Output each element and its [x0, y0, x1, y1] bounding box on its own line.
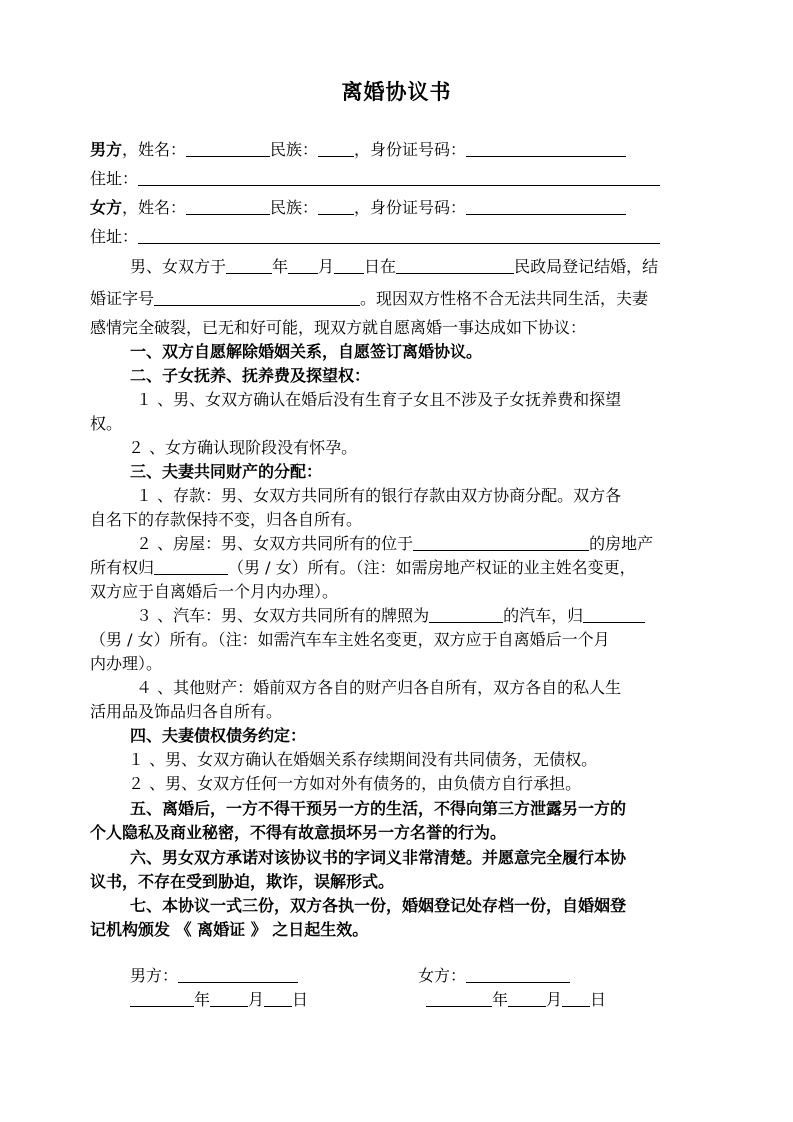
- female-address-line: [90, 225, 710, 249]
- section-2-item-1: １ 、男、女双方确认在婚后没有生育子女且不涉及子女抚养费和探望: [136, 390, 622, 409]
- section-2-item-2: ２ 、女方确认现阶段没有怀孕。: [128, 438, 358, 457]
- female-ethnic-label: 民族：: [270, 198, 319, 217]
- day-label: 日: [590, 990, 607, 1009]
- male-date-line: [130, 988, 390, 1012]
- female-name-label: ，姓名：: [122, 198, 187, 217]
- female-sign-month-field[interactable]: [508, 989, 546, 1007]
- marriage-day-field[interactable]: [334, 256, 364, 274]
- female-name-field[interactable]: [186, 197, 270, 215]
- male-signature-label: 男方：: [130, 966, 179, 985]
- section-3-item-3: [136, 604, 756, 628]
- section-4-heading: 四、夫妻债权债务约定：: [130, 726, 307, 745]
- day-label: 日: [292, 990, 309, 1009]
- female-id-label: ，身份证号码：: [354, 198, 467, 217]
- item-text: ２ 、房屋：男、女双方共同所有的位于: [136, 534, 414, 553]
- section-5-line-2: 个人隐私及商业秘密，不得有故意损坏另一方名誉的行为。: [90, 823, 507, 842]
- section-3-item-1: １ 、存款：男、女双方共同所有的银行存款由双方协商分配。双方各: [136, 486, 622, 505]
- female-party-line: [90, 196, 710, 220]
- car-owner-field[interactable]: [583, 605, 645, 623]
- female-ethnic-field[interactable]: [318, 197, 354, 215]
- day-label: 日在: [364, 257, 397, 276]
- section-3-item-1-cont: 自名下的存款保持不变，归各自所有。: [90, 510, 363, 529]
- intro-text: 男、女双方于: [130, 257, 227, 276]
- male-id-field[interactable]: [466, 139, 626, 157]
- male-id-label: ，身份证号码：: [354, 140, 467, 159]
- section-7-line-2: 记机构颁发 《 离婚证 》 之日起生效。: [90, 920, 369, 939]
- item-text: 的房地产: [589, 534, 654, 553]
- section-3-item-2-cont2: 双方应于自离婚后一个月内办理）。: [90, 582, 339, 601]
- intro-text: 民政局登记结婚，结: [514, 257, 659, 276]
- marriage-month-field[interactable]: [288, 256, 318, 274]
- female-signature-label: 女方：: [418, 966, 467, 985]
- year-label: 年: [272, 257, 289, 276]
- male-party-line: [90, 138, 710, 162]
- section-3-item-4-cont: 活用品及饰品归各自所有。: [90, 702, 283, 721]
- intro-line-1: [130, 255, 750, 279]
- marriage-year-field[interactable]: [226, 256, 272, 274]
- section-2-item-1-cont: 权。: [90, 414, 123, 433]
- month-label: 月: [318, 257, 335, 276]
- month-label: 月: [248, 990, 265, 1009]
- female-address-field[interactable]: [138, 226, 660, 244]
- section-6-line-2: 议书，不存在受到胁迫，欺诈，误解形式。: [90, 872, 395, 891]
- year-label: 年: [492, 990, 509, 1009]
- male-signature-field[interactable]: [178, 965, 298, 983]
- section-3-item-2: [136, 532, 756, 556]
- intro-line-2: [90, 287, 710, 311]
- male-address-field[interactable]: [138, 168, 660, 186]
- civil-affairs-bureau-field[interactable]: [396, 256, 514, 274]
- section-7-line-1: 七、本协议一式三份，双方各执一份，婚姻登记处存档一份，自婚姻登: [130, 896, 627, 915]
- intro-text: 。现因双方性格不合无法共同生活，夫妻: [360, 289, 649, 308]
- item-text: 的汽车，归: [503, 606, 584, 625]
- section-1-heading: 一、双方自愿解除婚姻关系，自愿签订离婚协议。: [130, 342, 483, 361]
- female-signature-field[interactable]: [466, 965, 570, 983]
- intro-text: 婚证字号: [90, 289, 155, 308]
- male-ethnic-label: 民族：: [270, 140, 319, 159]
- item-text: 所有权归: [90, 558, 155, 577]
- section-4-item-1: １ 、男、女双方确认在婚姻关系存续期间没有共同债务，无债权。: [128, 750, 598, 769]
- section-3-heading: 三、夫妻共同财产的分配：: [130, 462, 323, 481]
- property-owner-field[interactable]: [154, 557, 228, 575]
- male-name-label: ，姓名：: [122, 140, 187, 159]
- section-3-item-4: ４ 、其他财产：婚前双方各自的财产归各自所有，双方各自的私人生: [136, 678, 622, 697]
- male-name-field[interactable]: [186, 139, 270, 157]
- male-signature-line: [130, 964, 370, 988]
- male-address-label: 住址：: [90, 169, 139, 188]
- marriage-certificate-number-field[interactable]: [154, 288, 360, 306]
- car-plate-field[interactable]: [429, 605, 503, 623]
- item-text: （男 / 女）所有。（注：如需房地产权证的业主姓名变更，: [228, 558, 636, 577]
- section-3-item-3-cont2: 内办理）。: [90, 654, 163, 673]
- female-label: 女方: [90, 198, 123, 217]
- section-5-line-1: 五、离婚后，一方不得干预另一方的生活，不得向第三方泄露另一方的: [130, 799, 627, 818]
- year-label: 年: [194, 990, 211, 1009]
- section-6-line-1: 六、男女双方承诺对该协议书的字词义非常清楚。并愿意完全履行本协: [130, 848, 627, 867]
- male-ethnic-field[interactable]: [318, 139, 354, 157]
- male-sign-year-field[interactable]: [130, 989, 194, 1007]
- property-location-field[interactable]: [413, 533, 589, 551]
- section-3-item-2-cont: [90, 556, 710, 580]
- section-3-item-3-cont: （男 / 女）所有。（注：如需汽车车主姓名变更，双方应于自离婚后一个月: [90, 630, 610, 649]
- male-label: 男方: [90, 140, 123, 159]
- female-signature-line: [418, 964, 658, 988]
- female-sign-day-field[interactable]: [562, 989, 590, 1007]
- item-text: ３ 、汽车：男、女双方共同所有的牌照为: [136, 606, 430, 625]
- intro-line-3: 感情完全破裂，已无和好可能，现双方就自愿离婚一事达成如下协议：: [90, 318, 587, 337]
- section-4-item-2: ２ 、男、女双方任何一方如对外有债务的，由负债方自行承担。: [128, 774, 582, 793]
- female-date-line: [426, 988, 686, 1012]
- section-2-heading: 二、子女抚养、抚养费及探望权：: [130, 366, 371, 385]
- male-sign-month-field[interactable]: [210, 989, 248, 1007]
- male-sign-day-field[interactable]: [264, 989, 292, 1007]
- female-id-field[interactable]: [466, 197, 626, 215]
- page-title: 离婚协议书: [341, 79, 452, 104]
- female-address-label: 住址：: [90, 227, 139, 246]
- female-sign-year-field[interactable]: [426, 989, 492, 1007]
- male-address-line: [90, 167, 710, 191]
- month-label: 月: [546, 990, 563, 1009]
